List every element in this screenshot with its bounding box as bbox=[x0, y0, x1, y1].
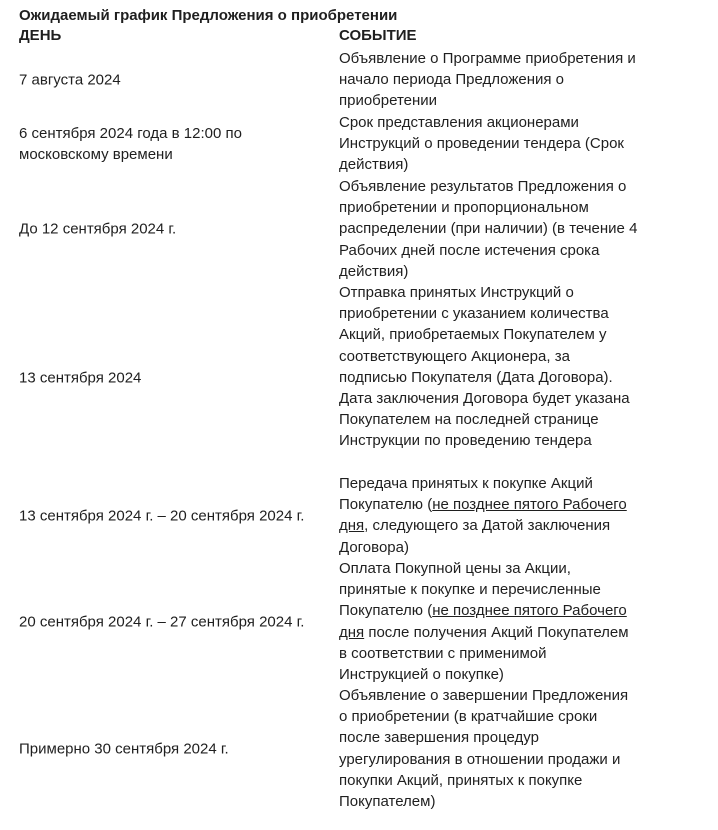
table-row bbox=[0, 473, 718, 558]
page-title: Ожидаемый график Предложения о приобретении bbox=[19, 7, 398, 24]
working-day-link[interactable]: не позднее пятого Рабочего дня bbox=[339, 602, 627, 641]
row-event: Объявление о завершении Предложения о приобретении (в кратчайшие сроки после завершения процедур урегулирования в отношении продажи и покупки Акций, принятых к покупке Покупателем) bbox=[339, 687, 629, 811]
row-day: 6 сентября 2024 года в 12:00 по московскому времени bbox=[19, 125, 242, 163]
row-event: Объявление о Программе приобретения и начало периода Предложения о приобретении bbox=[339, 50, 636, 110]
table-row bbox=[0, 48, 718, 112]
table-row bbox=[0, 685, 718, 813]
row-day: Примерно 30 сентября 2024 г. bbox=[19, 740, 229, 758]
row-day: 20 сентября 2024 г. – 27 сентября 2024 г. bbox=[19, 613, 305, 630]
table-row bbox=[0, 112, 718, 176]
row-day: 13 сентября 2024 bbox=[19, 369, 142, 386]
table-row bbox=[0, 558, 718, 685]
row-day: До 12 сентября 2024 г. bbox=[19, 220, 177, 238]
row-event: Отправка принятых Инструкций о приобретении с указанием количества Акций, приобретаемых Покупателем у соответствующего Акционера, за подписью Покупателя (Дата Договора). Дата заключения Договора будет указана Покупателем на последней странице Инструкции по проведению тендера bbox=[339, 284, 630, 450]
row-event: Оплата Покупной цены за Акции, принятые к покупке и перечисленные Покупателю (не позднее пятого Рабочего дня после получения Акций Покупателем в соответствии с применимой Инструкцией о покупке) bbox=[339, 560, 629, 684]
row-event: Объявление результатов Предложения о приобретении и пропорциональном распределении (при наличии) (в течение 4 Рабочих дней после истечения срока действия) bbox=[339, 178, 638, 280]
row-day: 7 августа 2024 bbox=[19, 71, 121, 89]
row-event: Передача принятых к покупке Акций Покупателю (не позднее пятого Рабочего дня, следующего за Датой заключения Договора) bbox=[339, 475, 627, 556]
column-header-day: ДЕНЬ bbox=[19, 27, 62, 44]
table-row bbox=[0, 282, 718, 473]
working-day-link[interactable]: не позднее пятого Рабочего дня bbox=[339, 496, 627, 535]
row-day: 13 сентября 2024 г. – 20 сентября 2024 г. bbox=[19, 507, 305, 524]
table-row bbox=[0, 176, 718, 282]
row-event: Срок представления акционерами Инструкций о проведении тендера (Срок действия) bbox=[339, 114, 624, 174]
column-header-event: СОБЫТИЕ bbox=[339, 27, 417, 44]
